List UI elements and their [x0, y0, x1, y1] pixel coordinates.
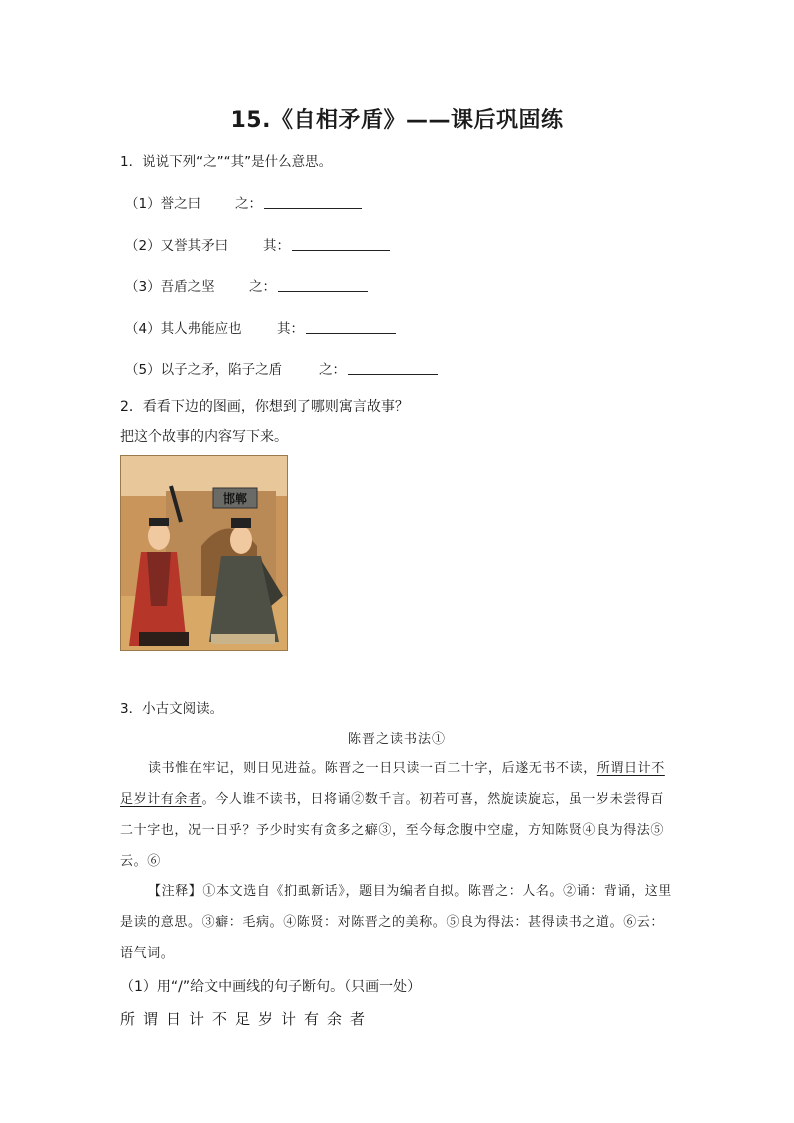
sentence-to-punctuate[interactable]: 所谓日计不足岁计有余者: [120, 1010, 374, 1028]
answer-blank[interactable]: [278, 290, 368, 292]
story-illustration: [120, 455, 288, 651]
q2-subprompt: 把这个故事的内容写下来。: [120, 429, 288, 445]
answer-blank[interactable]: [264, 207, 362, 209]
q1-item-label: （5）以子之矛，陷子之盾: [125, 362, 283, 378]
annotation-notes: [120, 876, 673, 969]
q1-item-label: （1）誉之曰: [125, 196, 202, 212]
answer-blank[interactable]: [292, 249, 390, 251]
q3-prompt: 3．小古文阅读。: [120, 701, 224, 717]
q1-item-key: 其：: [277, 321, 304, 337]
passage-text-1: 读书惟在牢记，则日见进益。陈晋之一日只读一百二十字，后遂无书不读，: [148, 761, 597, 776]
passage-text-2: 。今人谁不读书，日将诵②数千言。初若可喜，然旋读旋忘，虽一岁未尝得百二十字也，况一日乎？予少时实有贪多之癖③，至今每念腹中空虚，方知陈贤④良为得法⑤云。⑥: [120, 792, 665, 869]
passage-body: [120, 753, 673, 877]
city-sign-text: 邯郸: [222, 492, 248, 506]
q1-item-key: 之：: [235, 196, 262, 212]
handan-walk-illustration: [121, 456, 287, 650]
q1-item-key: 之：: [249, 279, 276, 295]
q1-item-4: [125, 317, 396, 337]
q1-item-key: 之：: [319, 362, 346, 378]
page-title: 15.《自相矛盾》——课后巩固练: [230, 108, 564, 133]
q1-item-label: （2）又誉其矛曰: [125, 238, 229, 254]
q1-item-5: [125, 358, 438, 378]
q3-sub1-prompt: （1）用“/”给文中画线的句子断句。（只画一处）: [120, 979, 422, 995]
q1-item-label: （4）其人弗能应也: [125, 321, 242, 337]
answer-blank[interactable]: [348, 373, 438, 375]
q1-prompt: 1．说说下列“之”“其”是什么意思。: [120, 154, 333, 170]
q1-item-1: [125, 192, 362, 212]
q2-prompt: 2．看看下边的图画，你想到了哪则寓言故事？: [120, 399, 409, 415]
q1-item-2: [125, 234, 390, 254]
answer-blank[interactable]: [306, 332, 396, 334]
passage-title: 陈晋之读书法①: [347, 732, 446, 747]
underlined-sentence: 所谓日计不足岁计有余者: [120, 761, 665, 807]
q1-item-3: [125, 275, 368, 295]
q1-item-key: 其：: [263, 238, 290, 254]
q1-item-label: （3）吾盾之坚: [125, 279, 215, 295]
notes-text: 【注释】①本文选自《扪虱新话》，题目为编者自拟。陈晋之：人名。②诵：背诵，这里是读的意思。③癖：毛病。④陈贤：对陈晋之的美称。⑤良为得法：甚得读书之道。⑥云：语气词。: [120, 884, 672, 961]
